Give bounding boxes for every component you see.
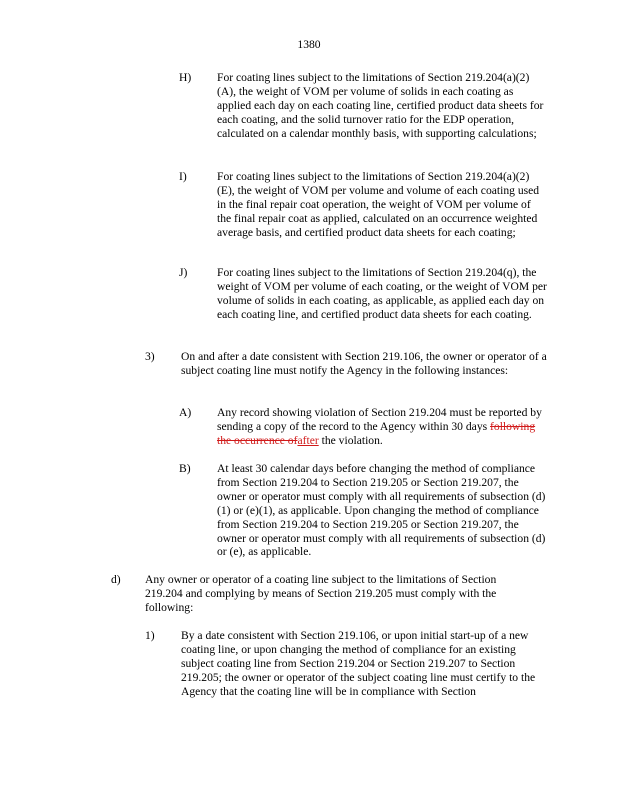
deleted-text: following the occurrence of	[217, 419, 536, 447]
item-text: By a date consistent with Section 219.106, or upon initial start-up of a new coating line, or upon changing the method of compliance for an existing subject coating line from Section 219.204 or Section 219.207 to Section 219.205; the owner or operator of the subject coating line must certify to the Agency that the coating line will be in compliance with Section	[181, 629, 536, 698]
item-label: 3)	[145, 350, 155, 363]
inserted-text: after	[297, 433, 319, 447]
item-label: 1)	[145, 629, 155, 642]
item-text: For coating lines subject to the limitations of Section 219.204(a)(2)(A), the weight of VOM per volume of solids in each coating as applied each day on each coating line, certified product data sheets for each coating, and the solid turnover ratio for the EDP operation, calculated on a calendar monthly basis, with supporting calculations;	[217, 71, 544, 140]
item-label: J)	[179, 266, 188, 279]
item-label: I)	[179, 170, 187, 183]
item-text: For coating lines subject to the limitations of Section 219.204(q), the weight of VOM per volume of each coating, or the weight of VOM per volume of solids in each coating, as applicable, as applied each day on each coating line, and certified product data sheets for each coating.	[217, 266, 547, 321]
text-after: the violation.	[318, 433, 383, 447]
item-text: On and after a date consistent with Section 219.106, the owner or operator of a subject coating line must notify the Agency in the following instances:	[181, 350, 547, 377]
item-text: For coating lines subject to the limitations of Section 219.204(a)(2)(E), the weight of VOM per volume and volume of each coating used in the final repair coat operation, the weight of VOM per volume of the final repair coat as applied, calculated on an occurrence weighted average basis, and certified product data sheets for each coating;	[217, 170, 540, 239]
item-label: A)	[179, 406, 192, 419]
text-before: Any record showing violation of Section 219.204 must be reported by sending a copy of the record to the Agency within 30 days	[217, 406, 542, 433]
item-label: B)	[179, 462, 191, 475]
item-label: d)	[111, 573, 121, 586]
item-label: H)	[179, 71, 192, 84]
item-text: Any owner or operator of a coating line subject to the limitations of Section 219.204 and complying by means of Section 219.205 must comply with the following:	[145, 573, 497, 614]
item-text	[217, 406, 547, 448]
item-text: At least 30 calendar days before changing the method of compliance from Section 219.204 to Section 219.205 or Section 219.207, the owner or operator must comply with all requirements of subsection (d)(1) or (e)(1), as applicable. Upon changing the method of compliance from Section 219.204 to Section 219.205 or Section 219.207, the owner or operator must comply with all requirements of subsection (d) or (e), as applicable.	[217, 462, 546, 559]
page-number: 1380	[297, 38, 321, 51]
